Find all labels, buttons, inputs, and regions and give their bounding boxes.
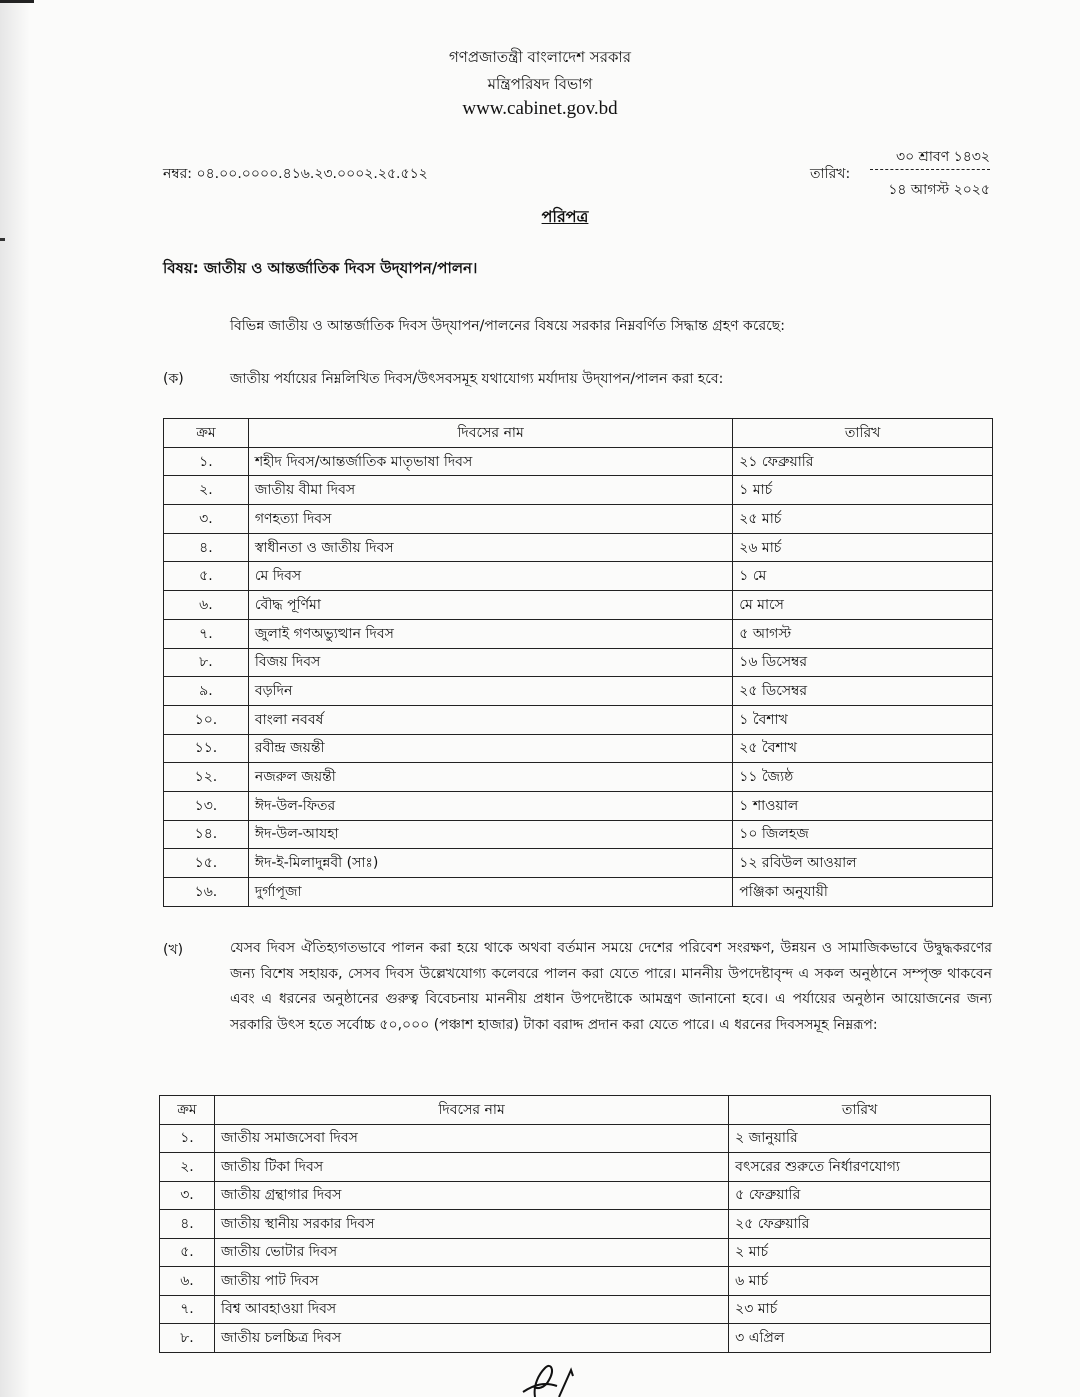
header-serial: ক্রম xyxy=(160,1096,215,1125)
day-name-cell: গণহত্যা দিবস xyxy=(248,505,732,534)
date-cell: ৩ এপ্রিল xyxy=(729,1324,991,1353)
serial-cell: ৯. xyxy=(164,677,249,706)
day-name-cell: বড়দিন xyxy=(248,677,732,706)
table-row xyxy=(164,763,993,792)
date-cell: ১১ জ্যৈষ্ঠ xyxy=(733,763,993,792)
day-name-cell: জাতীয় পাট দিবস xyxy=(214,1267,728,1296)
scan-edge-mark xyxy=(0,238,5,241)
serial-cell: ৮. xyxy=(160,1324,215,1353)
day-name-cell: রবীন্দ্র জয়ন্তী xyxy=(248,734,732,763)
memo-number: নম্বর: ০৪.০০.০০০০.৪১৬.২৩.০০০২.২৫.৫১২ xyxy=(163,166,428,182)
day-name-cell: জাতীয় সমাজসেবা দিবস xyxy=(214,1124,728,1153)
division-name: মন্ত্রিপরিষদ বিভাগ xyxy=(487,75,593,93)
table-row xyxy=(164,476,993,505)
header-date: তারিখ xyxy=(733,419,993,448)
table-row xyxy=(164,533,993,562)
day-name-cell: জাতীয় স্থানীয় সরকার দিবস xyxy=(214,1210,728,1239)
date-cell: ২৫ ডিসেম্বর xyxy=(733,677,993,706)
day-name-cell: জাতীয় টিকা দিবস xyxy=(214,1153,728,1182)
header-day-name: দিবসের নাম xyxy=(248,419,732,448)
serial-cell: ৮. xyxy=(164,648,249,677)
serial-cell: ৪. xyxy=(164,533,249,562)
date-cell: ২৫ বৈশাখ xyxy=(733,734,993,763)
table-row xyxy=(164,820,993,849)
serial-cell: ৪. xyxy=(160,1210,215,1239)
serial-cell: ১৫. xyxy=(164,849,249,878)
date-cell: ২৫ মার্চ xyxy=(733,505,993,534)
serial-cell: ৬. xyxy=(164,591,249,620)
subject: বিষয়: জাতীয় ও আন্তর্জাতিক দিবস উদ্‌যাপন/পালন। xyxy=(163,259,478,277)
date-cell: ২৬ মার্চ xyxy=(733,533,993,562)
day-name-cell: জাতীয় ভোটার দিবস xyxy=(214,1238,728,1267)
table-header-row xyxy=(164,419,993,448)
day-name-cell: জাতীয় বীমা দিবস xyxy=(248,476,732,505)
table-row xyxy=(160,1210,991,1239)
section-kha-label: (খ) xyxy=(163,942,184,958)
day-name-cell: জাতীয় গ্রন্থাগার দিবস xyxy=(214,1181,728,1210)
date-cell: ৫ আগস্ট xyxy=(733,619,993,648)
serial-cell: ১. xyxy=(160,1124,215,1153)
day-name-cell: বিশ্ব আবহাওয়া দিবস xyxy=(214,1295,728,1324)
section-ka-text: জাতীয় পর্যায়ের নিম্নলিখিত দিবস/উৎসবসমূহ যথাযোগ্য মর্যাদায় উদ্‌যাপন/পালন করা হবে: xyxy=(230,371,724,387)
date-cell: ২৫ ফেব্রুয়ারি xyxy=(729,1210,991,1239)
website: www.cabinet.gov.bd xyxy=(462,98,618,119)
serial-cell: ১৬. xyxy=(164,878,249,907)
day-name-cell: শহীদ দিবস/আন্তর্জাতিক মাতৃভাষা দিবস xyxy=(248,447,732,476)
table-row xyxy=(160,1238,991,1267)
table-row xyxy=(160,1295,991,1324)
day-name-cell: বৌদ্ধ পূর্ণিমা xyxy=(248,591,732,620)
day-name-cell: দুর্গাপূজা xyxy=(248,878,732,907)
date-cell: ১ মার্চ xyxy=(733,476,993,505)
day-name-cell: মে দিবস xyxy=(248,562,732,591)
table-row xyxy=(164,878,993,907)
day-name-cell: বাংলা নববর্ষ xyxy=(248,705,732,734)
date-divider xyxy=(870,169,990,170)
table-row xyxy=(164,447,993,476)
date-cell: ১ বৈশাখ xyxy=(733,705,993,734)
date-cell: ২১ ফেব্রুয়ারি xyxy=(733,447,993,476)
date-cell: ৫ ফেব্রুয়ারি xyxy=(729,1181,991,1210)
date-cell: ২ জানুয়ারি xyxy=(729,1124,991,1153)
serial-cell: ১৪. xyxy=(164,820,249,849)
serial-cell: ১০. xyxy=(164,705,249,734)
date-cell: ১৬ ডিসেম্বর xyxy=(733,648,993,677)
date-cell: ১ মে xyxy=(733,562,993,591)
date-label: তারিখ: xyxy=(810,166,851,182)
date-cell: ১ শাওয়াল xyxy=(733,791,993,820)
date-cell: মে মাসে xyxy=(733,591,993,620)
day-name-cell: ঈদ-উল-ফিতর xyxy=(248,791,732,820)
serial-cell: ৬. xyxy=(160,1267,215,1296)
table-row xyxy=(160,1324,991,1353)
intro-paragraph: বিভিন্ন জাতীয় ও আন্তর্জাতিক দিবস উদ্‌যাপন/পালনের বিষয়ে সরকার নিম্নবর্ণিত সিদ্ধান্ত গ্রহণ করেছে: xyxy=(230,318,785,334)
date-bangla: ৩০ শ্রাবণ ১৪৩২ xyxy=(896,149,990,165)
day-name-cell: জাতীয় চলচ্চিত্র দিবস xyxy=(214,1324,728,1353)
day-name-cell: জুলাই গণঅভ্যুত্থান দিবস xyxy=(248,619,732,648)
signature xyxy=(515,1360,585,1397)
table-row xyxy=(164,734,993,763)
table-row xyxy=(160,1124,991,1153)
table-row xyxy=(164,648,993,677)
section-ka-label: (ক) xyxy=(163,371,184,387)
table-header-row xyxy=(160,1096,991,1125)
table-row xyxy=(164,505,993,534)
table-row xyxy=(164,705,993,734)
national-days-table xyxy=(163,418,993,907)
serial-cell: ৩. xyxy=(160,1181,215,1210)
serial-cell: ২. xyxy=(160,1153,215,1182)
serial-cell: ৭. xyxy=(160,1295,215,1324)
serial-cell: ১১. xyxy=(164,734,249,763)
table-row xyxy=(160,1267,991,1296)
date-cell: ৬ মার্চ xyxy=(729,1267,991,1296)
table-row xyxy=(164,849,993,878)
serial-cell: ১. xyxy=(164,447,249,476)
header-serial: ক্রম xyxy=(164,419,249,448)
table-row xyxy=(160,1181,991,1210)
document-type-label: পরিপত্র xyxy=(541,207,589,226)
date-cell: পঞ্জিকা অনুযায়ী xyxy=(733,878,993,907)
scan-edge-mark xyxy=(0,0,34,3)
day-name-cell: ঈদ-ই-মিলাদুন্নবী (সাঃ) xyxy=(248,849,732,878)
table-row xyxy=(164,562,993,591)
day-name-cell: বিজয় দিবস xyxy=(248,648,732,677)
date-cell: বৎসরের শুরুতে নির্ধারণযোগ্য xyxy=(729,1153,991,1182)
table-row xyxy=(164,619,993,648)
serial-cell: ১৩. xyxy=(164,791,249,820)
date-gregorian: ১৪ আগস্ট ২০২৫ xyxy=(888,182,990,198)
serial-cell: ৫. xyxy=(164,562,249,591)
date-cell: ২ মার্চ xyxy=(729,1238,991,1267)
date-cell: ১০ জিলহজ xyxy=(733,820,993,849)
section-kha-text: যেসব দিবস ঐতিহ্যগতভাবে পালন করা হয়ে থাকে অথবা বর্তমান সময়ে দেশের পরিবেশ সংরক্ষণ, উন্নয়ন ও সামাজিকভাবে উদ্বুদ্ধকরণের জন্য বিশেষ সহায়ক, সেসব দিবস উল্লেখযোগ্য কলেবরে পালন করা যেতে পারে। মাননীয় উপদেষ্টাবৃন্দ এ সকল অনুষ্ঠানে সম্পৃক্ত থাকবেন এবং এ ধরনের অনুষ্ঠানের গুরুত্ব বিবেচনায় মাননীয় প্রধান উপদেষ্টাকে আমন্ত্রণ জানানো হবে। এ পর্যায়ের অনুষ্ঠান আয়োজনের জন্য সরকারি উৎস হতে সর্বোচ্চ ৫০,০০০ (পঞ্চাশ হাজার) টাকা বরাদ্দ প্রদান করা যেতে পারে। এ ধরনের দিবসসমূহ নিম্নরূপ: xyxy=(230,940,992,1033)
day-name-cell: ঈদ-উল-আযহা xyxy=(248,820,732,849)
date-cell: ১২ রবিউল আওয়াল xyxy=(733,849,993,878)
table-row xyxy=(164,591,993,620)
day-name-cell: স্বাধীনতা ও জাতীয় দিবস xyxy=(248,533,732,562)
document-type xyxy=(0,204,1080,231)
serial-cell: ১২. xyxy=(164,763,249,792)
table-row xyxy=(164,791,993,820)
serial-cell: ৩. xyxy=(164,505,249,534)
header-day-name: দিবসের নাম xyxy=(214,1096,728,1125)
serial-cell: ৫. xyxy=(160,1238,215,1267)
serial-cell: ৭. xyxy=(164,619,249,648)
table-row xyxy=(160,1153,991,1182)
serial-cell: ২. xyxy=(164,476,249,505)
header-date: তারিখ xyxy=(729,1096,991,1125)
government-name: গণপ্রজাতন্ত্রী বাংলাদেশ সরকার xyxy=(448,48,632,66)
table-row xyxy=(164,677,993,706)
day-name-cell: নজরুল জয়ন্তী xyxy=(248,763,732,792)
date-cell: ২৩ মার্চ xyxy=(729,1295,991,1324)
notable-days-table xyxy=(159,1095,991,1353)
